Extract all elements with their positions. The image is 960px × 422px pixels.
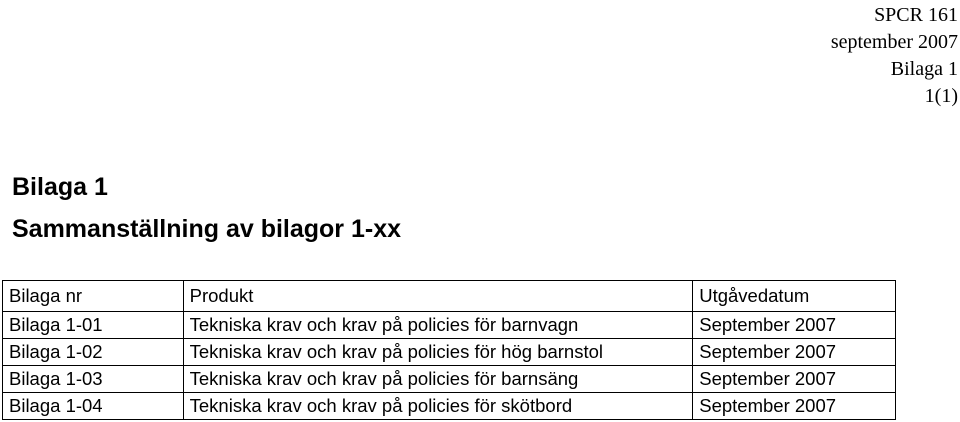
product-cell: Tekniska krav och krav på policies för skötbord [183,393,693,420]
appendix-number-cell: Bilaga 1-03 [3,366,184,393]
product-cell: Tekniska krav och krav på policies för barnsäng [183,366,693,393]
appendix-number-cell: Bilaga 1-04 [3,393,184,420]
appendix-label: Bilaga 1 [890,58,958,80]
page-title: Bilaga 1 [12,173,108,201]
appendix-number-cell: Bilaga 1-02 [3,339,184,366]
column-header-issue-date: Utgåvedatum [693,281,896,312]
page-number: 1(1) [924,85,958,107]
table-row [3,366,896,393]
page-subtitle: Sammanställning av bilagor 1-xx [12,215,402,243]
table-header-row [3,281,896,312]
table-row [3,393,896,420]
column-header-product: Produkt [183,281,693,312]
table-row [3,339,896,366]
document-id: SPCR 161 [874,4,958,26]
table-row [3,312,896,339]
issue-date-cell: September 2007 [693,393,896,420]
appendix-table [2,280,896,420]
title-block [12,170,401,246]
appendix-number-cell: Bilaga 1-01 [3,312,184,339]
issue-date-cell: September 2007 [693,366,896,393]
product-cell: Tekniska krav och krav på policies för barnvagn [183,312,693,339]
column-header-appendix-number: Bilaga nr [3,281,184,312]
document-header [831,2,958,110]
product-cell: Tekniska krav och krav på policies för hög barnstol [183,339,693,366]
issue-date-cell: September 2007 [693,312,896,339]
document-date: september 2007 [830,31,958,53]
issue-date-cell: September 2007 [693,339,896,366]
